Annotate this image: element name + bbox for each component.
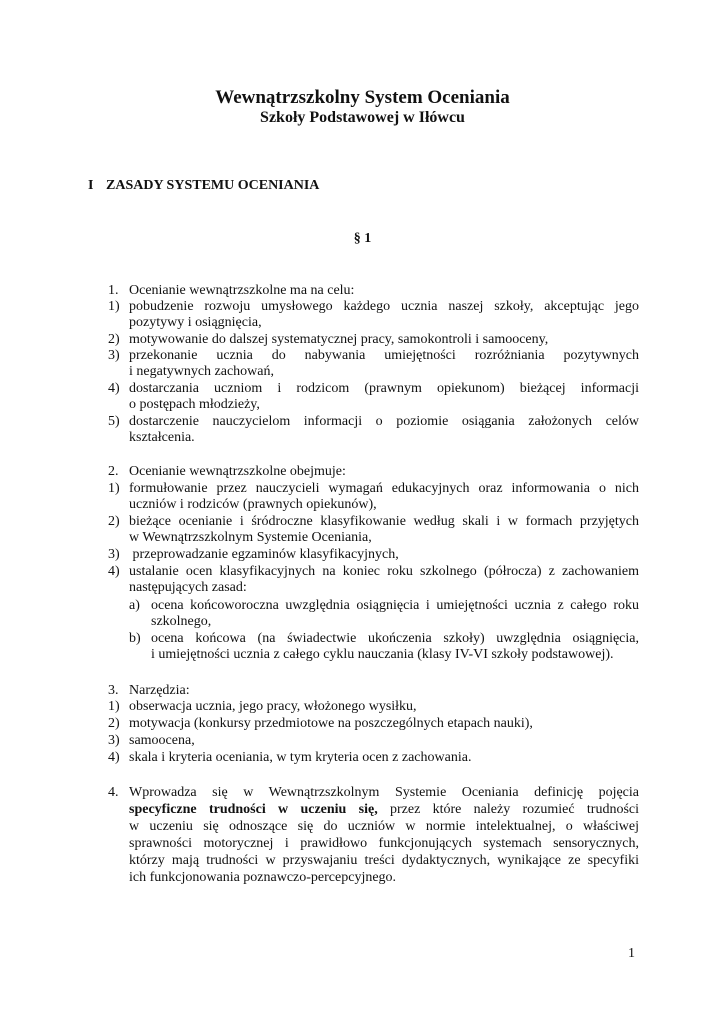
subitem-number: 4) — [108, 564, 120, 579]
subitem-line: samoocena, — [129, 733, 195, 748]
section-numeral: I — [88, 178, 94, 193]
letter-item-number: b) — [129, 631, 141, 646]
letter-item-line: ocena końcowa (na świadectwie ukończenia szkoły) uwzględnia osiągnięcia, — [151, 631, 639, 646]
subitem-line: ustalanie ocen klasyfikacyjnych na koniec roku szkolnego (półrocza) z zachowaniem — [129, 564, 639, 579]
item-number: 2. — [108, 464, 119, 479]
subitem-line: bieżące ocenianie i śródroczne klasyfikowanie według skali i w formach przyjętych — [129, 514, 639, 529]
subitem-number: 2) — [108, 716, 120, 731]
item-number: 1. — [108, 283, 119, 298]
page-number: 1 — [628, 946, 635, 961]
item-text: Narzędzia: — [129, 683, 190, 698]
subitem-line: przekonanie ucznia do nabywania umiejętności rozróżniania pozytywnych — [129, 348, 639, 363]
subitem-line: motywacja (konkursy przedmiotowe na poszczególnych etapach nauki), — [129, 716, 533, 731]
item-number: 4. — [108, 785, 119, 800]
item-text: Ocenianie wewnątrzszkolne ma na celu: — [129, 283, 355, 298]
subitem-number: 1) — [108, 299, 120, 314]
section-heading: ZASADY SYSTEMU OCENIANIA — [106, 178, 320, 193]
defined-term: specyficzne trudności w uczeniu się, — [129, 802, 378, 817]
subitem-line: pozytywy i osiągnięcia, — [129, 315, 262, 330]
item-line — [129, 801, 639, 818]
item-number: 3. — [108, 683, 119, 698]
item-line-rest: przez które należy rozumieć trudności — [377, 802, 640, 817]
subitem-line: pobudzenie rozwoju umysłowego każdego ucznia naszej szkoły, akceptując jego — [129, 299, 639, 314]
subitem-line: w Wewnątrzszkolnym Systemie Oceniania, — [129, 530, 372, 545]
subitem-line: dostarczenie nauczycielom informacji o poziomie osiągania założonych celów — [129, 414, 639, 429]
subitem-line: formułowanie przez nauczycieli wymagań edukacyjnych oraz informowania o nich — [129, 481, 639, 496]
subitem-line: uczniów i rodziców (prawnych opiekunów), — [129, 497, 377, 512]
subitem-number: 3) — [108, 547, 120, 562]
paragraph-mark: § 1 — [353, 231, 372, 246]
subitem-number: 3) — [108, 348, 120, 363]
item-line: którzy mają trudności w przyswajaniu treści dydaktycznych, wynikające ze specyfiki — [129, 853, 639, 868]
letter-item-line: szkolnego, — [151, 614, 212, 629]
item-line: sprawności motorycznej i prawidłowo funkcjonujących systemach sensorycznych, — [129, 836, 639, 851]
subitem-number: 2) — [108, 332, 120, 347]
subitem-line: kształcenia. — [129, 430, 195, 445]
document-subtitle: Szkoły Podstawowej w Iłówcu — [260, 109, 465, 126]
item-text: Ocenianie wewnątrzszkolne obejmuje: — [129, 464, 346, 479]
letter-item-line: ocena końcoworoczna uwzględnia osiągnięcia i umiejętności ucznia z całego roku — [151, 598, 639, 613]
subitem-line: dostarczania uczniom i rodzicom (prawnym opiekunom) bieżącej informacji — [129, 381, 639, 396]
letter-item-number: a) — [129, 598, 140, 613]
subitem-line: obserwacja ucznia, jego pracy, włożonego wysiłku, — [129, 699, 417, 714]
item-line: Wprowadza się w Wewnątrzszkolnym Systemie Oceniania definicję pojęcia — [129, 785, 639, 800]
subitem-number: 5) — [108, 414, 120, 429]
item-line: w uczeniu się odnoszące się do uczniów w normie intelektualnej, o właściwej — [129, 819, 639, 834]
subitem-number: 3) — [108, 733, 120, 748]
subitem-number: 4) — [108, 750, 120, 765]
subitem-number: 1) — [108, 481, 120, 496]
subitem-number: 1) — [108, 699, 120, 714]
subitem-line: przeprowadzanie egzaminów klasyfikacyjnych, — [129, 547, 399, 562]
subitem-line: motywowanie do dalszej systematycznej pracy, samokontroli i samooceny, — [129, 332, 549, 347]
subitem-number: 2) — [108, 514, 120, 529]
subitem-line: o postępach młodzieży, — [129, 397, 260, 412]
subitem-line: skala i kryteria oceniania, w tym kryteria ocen z zachowania. — [129, 750, 472, 765]
item-line: ich funkcjonowania poznawczo-percepcyjnego. — [129, 870, 397, 885]
subitem-line: następujących zasad: — [129, 580, 247, 595]
subitem-line: i negatywnych zachowań, — [129, 364, 274, 379]
letter-item-line: i umiejętności ucznia z całego cyklu nauczania (klasy IV-VI szkoły podstawowej). — [151, 647, 614, 662]
document-title: Wewnątrzszkolny System Oceniania — [215, 87, 510, 108]
subitem-number: 4) — [108, 381, 120, 396]
